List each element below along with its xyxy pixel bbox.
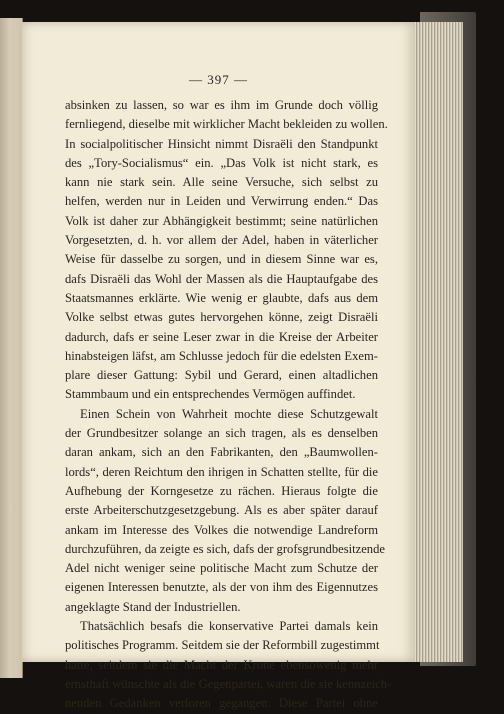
page-number: — 397 — xyxy=(189,72,248,87)
text-line: In socialpolitischer Hinsicht nimmt Disraëli den Standpunkt xyxy=(65,136,378,151)
text-line: hinabsteigen läfst, am Schlusse jedoch für die edelsten Exem- xyxy=(65,348,378,363)
text-line: des „Tory-Socialismus“ ein. „Das Volk ist nicht stark, es xyxy=(65,155,378,170)
text-line: der Grundbesitzer solange an sich tragen, als es denselben xyxy=(65,426,378,441)
text-line: Stammbaum und ein entsprechendes Vermögen auffindet. xyxy=(65,387,356,402)
text-line: hatte, seitdem sie die Macht der Krone ebensowenig mehr xyxy=(65,657,378,672)
text-line: helfen, werden nur in Leiden und Verwirrung enden.“ Das xyxy=(65,194,378,209)
text-line: nenden Gedanken verloren gegangen. Diese Partei ohne xyxy=(65,696,378,711)
text-line: Aufhebung der Korngesetze zu rächen. Hieraus folgte die xyxy=(65,483,378,498)
text-line: Vorgesetzten, d. h. vor allem der Adel, haben in väterlicher xyxy=(65,233,378,248)
text-line: fernliegend, dieselbe mit wirklicher Macht bekleiden zu wollen. xyxy=(65,117,388,132)
text-line: Volk ist daher zur Abhängigkeit bestimmt; seine natürlichen xyxy=(65,213,378,228)
text-line: Adel nicht weniger seine politische Macht zum Schutze der xyxy=(65,561,378,576)
text-line: Einen Schein von Wahrheit mochte diese Schutzgewalt xyxy=(80,406,378,421)
text-line: erste Arbeiterschutzgesetzgebung. Als es aber später darauf xyxy=(65,503,378,518)
text-line: dadurch, dafs er seine Leser zwar in die Kreise der Arbeiter xyxy=(65,329,378,344)
text-line: Weise für dasselbe zu sorgen, und in diesem Sinne war es, xyxy=(65,252,378,267)
text-line: absinken zu lassen, so war es ihm im Grunde doch völlig xyxy=(65,98,378,112)
text-line: lords“, deren Reichtum den ihrigen in Schatten stellte, für die xyxy=(65,464,378,479)
text-line: Volke selbst etwas gutes hervorgehen könne, zeigt Disraëli xyxy=(65,310,378,325)
text-line: angeklagte Stand der Industriellen. xyxy=(65,599,241,614)
text-line: ankam im Interesse des Volkes die notwendige Landreform xyxy=(65,522,378,537)
text-line: Thatsächlich besafs die konservative Partei damals kein xyxy=(80,619,378,634)
text-line: durchzuführen, da zeigte es sich, dafs der grofsgrundbesitzende xyxy=(65,541,385,556)
text-line: dafs Disraëli das Wohl der Massen als die Hauptaufgabe des xyxy=(65,271,378,286)
text-line: plare dieser Gattung: Sybil und Gerard, einen altadlichen xyxy=(65,368,378,383)
previous-page-edge xyxy=(0,18,23,678)
text-line: daran ankam, sich an den Fabrikanten, den „Baumwollen- xyxy=(65,445,378,460)
body-text xyxy=(65,96,392,714)
page-edges xyxy=(414,22,463,662)
book-page xyxy=(22,22,415,711)
text-line: ernsthaft wünschte als die Gegenpartei, waren die sie kennzeich- xyxy=(65,676,392,691)
text-line: Staatsmannes erklärte. Wie wenig er glaubte, dafs aus dem xyxy=(65,290,378,305)
text-line: politisches Programm. Seitdem sie der Reformbill zugestimmt xyxy=(65,638,380,653)
text-line: eigenen Interessen benutzte, als der von ihm des Eigennutzes xyxy=(65,580,378,595)
text-line: kann nie stark sein. Alle seine Versuche, sich selbst zu xyxy=(65,175,378,190)
